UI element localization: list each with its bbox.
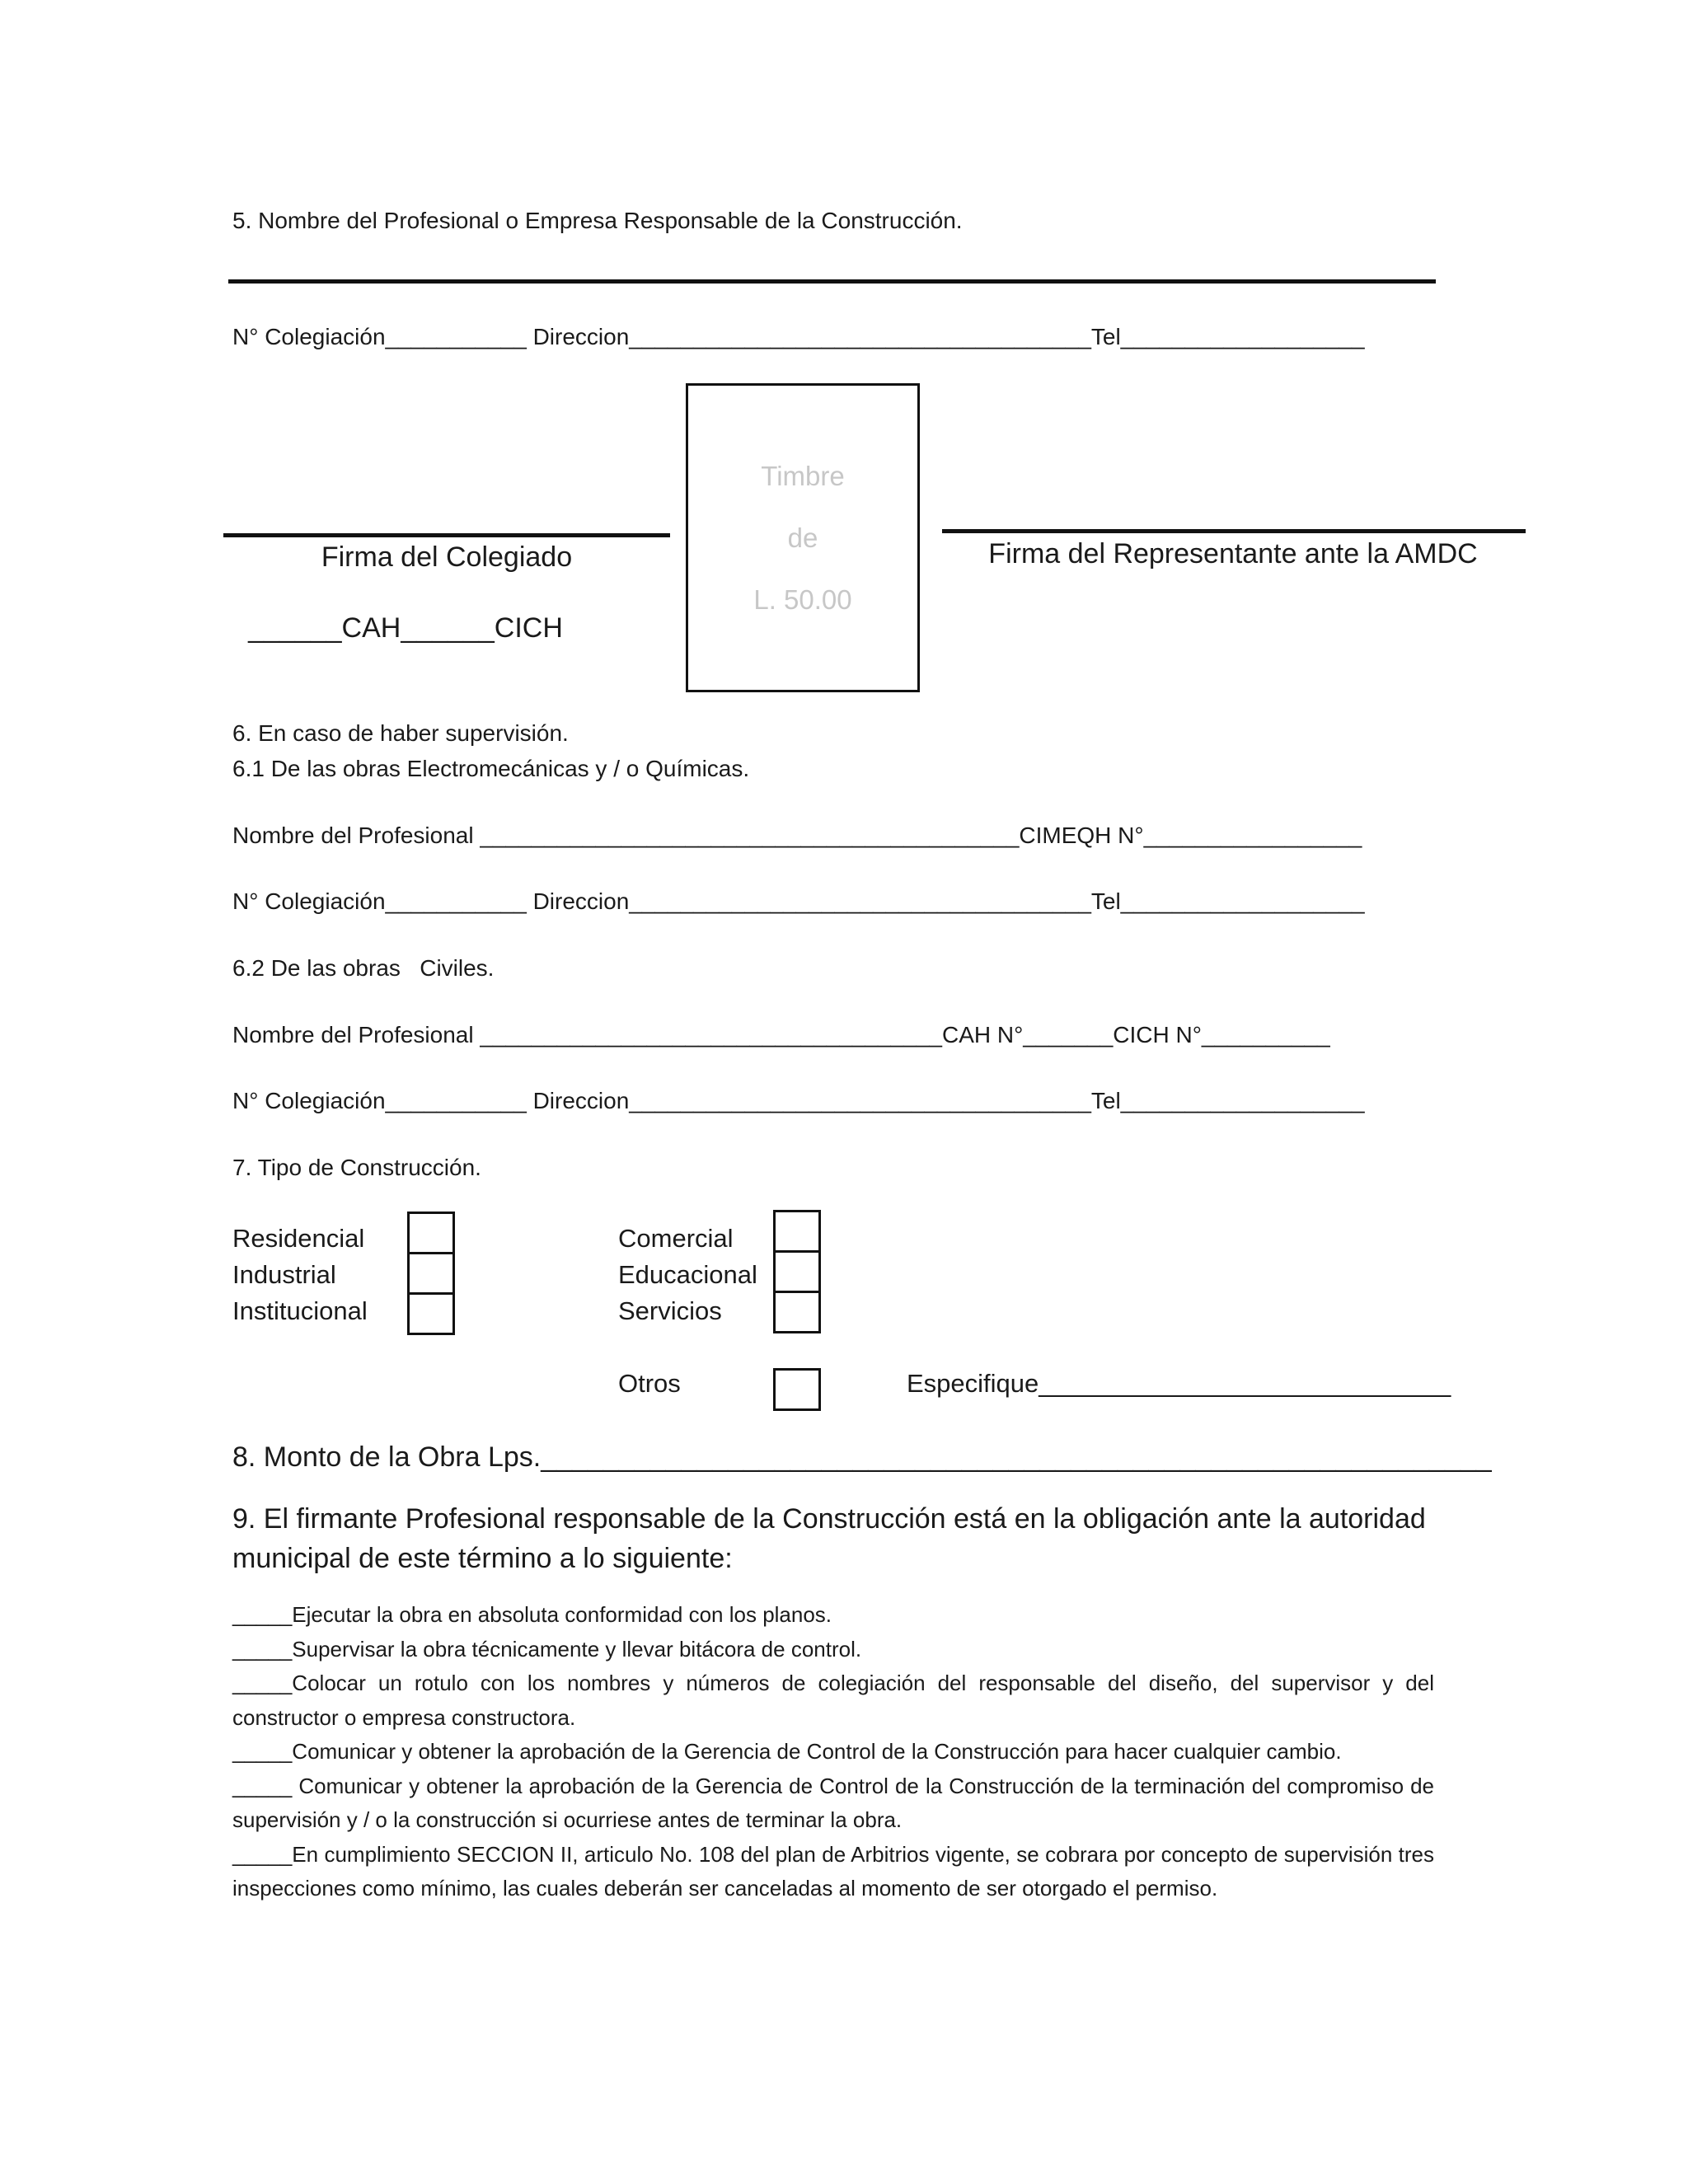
checkbox-institucional[interactable] [407, 1292, 455, 1335]
monto-obra-row[interactable]: 8. Monto de la Obra Lps._____________________________________________________________ [232, 1441, 1492, 1473]
type-label-educacional: Educacional [618, 1260, 757, 1289]
section-6-1-name-row[interactable]: Nombre del Profesional __________________________________________CIMEQH N°_________________ [232, 823, 1362, 848]
section-6-1-colegiacion-row[interactable]: N° Colegiación___________ Direccion____________________________________Tel___________________ [232, 888, 1365, 914]
colegiado-signature-line [223, 533, 670, 537]
obligation-item[interactable]: _____Comunicar y obtener la aprobación de la Gerencia de Control de la Construcción para hacer cualquier cambio. [232, 1739, 1342, 1764]
checkbox-otros[interactable] [773, 1368, 821, 1411]
representante-signature-line [942, 529, 1526, 533]
cah-cich-row[interactable]: ______CAH______CICH [248, 612, 563, 644]
type-label-industrial: Industrial [232, 1260, 336, 1289]
firma-colegiado-label: Firma del Colegiado [321, 541, 573, 573]
name-signature-line [228, 279, 1436, 284]
stamp-text-de: de [787, 523, 818, 553]
type-label-residencial: Residencial [232, 1224, 365, 1253]
colegiacion-direccion-tel-row[interactable]: N° Colegiación___________ Direccion____________________________________Tel___________________ [232, 324, 1365, 349]
section-6-title: 6. En caso de haber supervisión. [232, 720, 569, 746]
obligations-list [232, 1598, 1434, 1906]
checkbox-residencial[interactable] [407, 1212, 455, 1254]
type-label-comercial: Comercial [618, 1224, 734, 1253]
checkbox-servicios[interactable] [773, 1291, 821, 1333]
type-label-otros: Otros [618, 1369, 681, 1398]
checkbox-industrial[interactable] [407, 1252, 455, 1295]
section-7-title: 7. Tipo de Construcción. [232, 1155, 481, 1180]
stamp-text-timbre: Timbre [761, 461, 845, 491]
type-label-institucional: Institucional [232, 1296, 368, 1325]
obligation-item[interactable]: _____Supervisar la obra técnicamente y llevar bitácora de control. [232, 1636, 862, 1661]
section-9-title-line1: 9. El firmante Profesional responsable de la Construcción está en la obligación ante la autoridad [232, 1503, 1426, 1535]
obligation-item[interactable]: _____ Comunicar y obtener la aprobación de la Gerencia de Control de la Construcción de la terminación del compromiso de supervisión y / o la construcción si ocurriese antes de terminar la obra. [232, 1773, 1434, 1832]
obligation-item[interactable]: _____En cumplimiento SECCION II, articulo No. 108 del plan de Arbitrios vigente, se cobrara por concepto de supervisión tres inspecciones como mínimo, las cuales deberán ser canceladas al momento de ser otorgado el permiso. [232, 1841, 1434, 1900]
stamp-text-amount: L. 50.00 [753, 584, 852, 615]
section-6-1-title: 6.1 De las obras Electromecánicas y / o Químicas. [232, 756, 750, 781]
timbre-stamp-box [686, 383, 920, 692]
checkbox-comercial[interactable] [773, 1210, 821, 1253]
section-9-title-line2: municipal de este término a lo siguiente: [232, 1543, 733, 1574]
section-5-title: 5. Nombre del Profesional o Empresa Responsable de la Construcción. [232, 208, 963, 233]
section-6-2-colegiacion-row[interactable]: N° Colegiación___________ Direccion____________________________________Tel___________________ [232, 1088, 1365, 1113]
section-6-2-name-row[interactable]: Nombre del Profesional ____________________________________CAH N°_______CICH N°__________ [232, 1022, 1330, 1047]
obligation-item[interactable]: _____Ejecutar la obra en absoluta conformidad con los planos. [232, 1602, 832, 1627]
firma-representante-label: Firma del Representante ante la AMDC [988, 538, 1478, 569]
type-label-servicios: Servicios [618, 1296, 722, 1325]
section-6-2-title: 6.2 De las obras Civiles. [232, 955, 495, 981]
checkbox-educacional[interactable] [773, 1250, 821, 1293]
especifique-row[interactable]: Especifique_____________________________ [907, 1369, 1451, 1398]
obligation-item[interactable]: _____Colocar un rotulo con los nombres y números de colegiación del responsable del diseño, del supervisor y del constructor o empresa constructora. [232, 1671, 1434, 1730]
